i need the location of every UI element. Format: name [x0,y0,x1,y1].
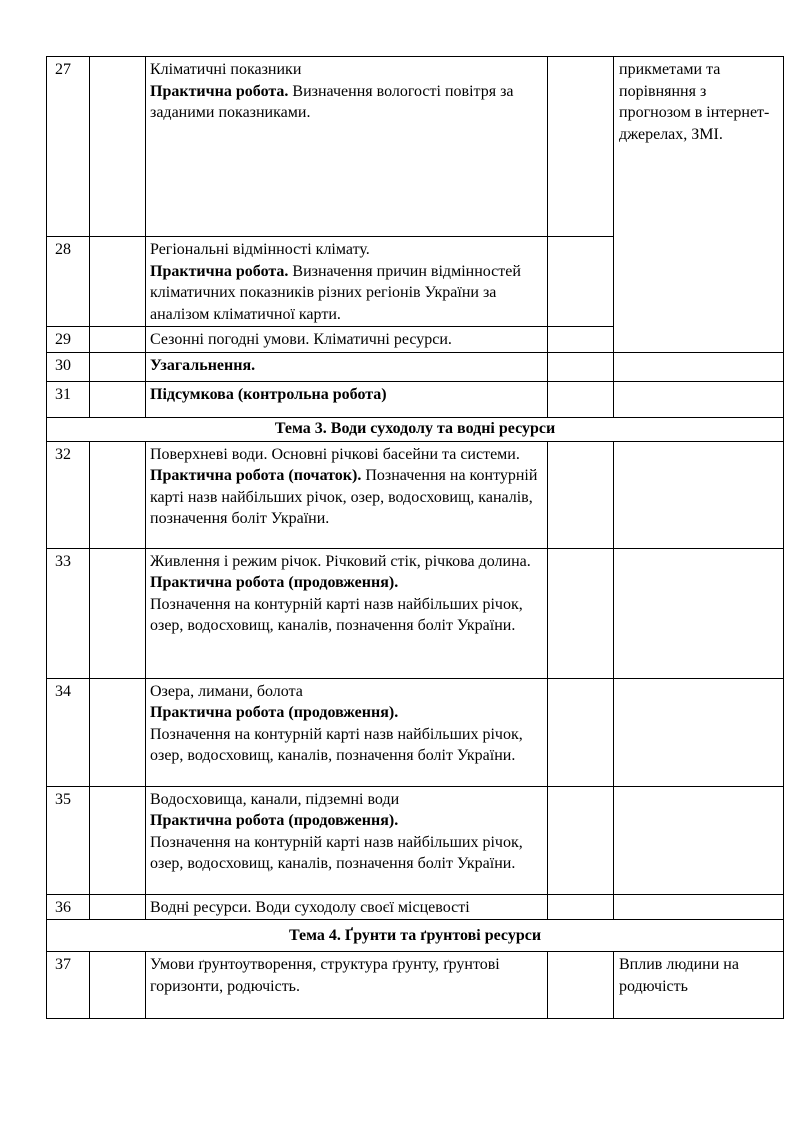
lesson-topic: Поверхневі води. Основні річкові басейни та системи. Практична робота (початок). Позначення на контурній карті назв найбільших річок, озер, водосховищ, каналів, позначення боліт України. [146,441,548,548]
topic-heading: Тема 4. Ґрунти та ґрунтові ресурси [47,920,784,952]
notes-cell [614,548,784,678]
table-row [47,441,784,548]
correction-cell [548,548,614,678]
row-number: 28 [47,237,90,327]
date-cell [90,441,146,548]
row-number: 34 [47,678,90,786]
row-number: 33 [47,548,90,678]
correction-cell [548,441,614,548]
lesson-topic: Підсумкова (контрольна робота) [146,381,548,417]
row-number: 27 [47,57,90,237]
correction-cell [548,678,614,786]
date-cell [90,237,146,327]
lesson-topic: Живлення і режим річок. Річковий стік, річкова долина. Практична робота (продовження). Позначення на контурній карті назв найбільших річок, озер, водосховищ, каналів, позначення боліт України. [146,548,548,678]
topic-row [47,920,784,952]
date-cell [90,381,146,417]
date-cell [90,57,146,237]
notes-cell [614,678,784,786]
notes-cell [614,894,784,920]
lesson-topic: Водосховища, канали, підземні води Практична робота (продовження). Позначення на контурній карті назв найбільших річок, озер, водосховищ, каналів, позначення боліт України. [146,786,548,894]
notes-cell: Вплив людини на родючість [614,952,784,1019]
lesson-topic: Кліматичні показники Практична робота. Визначення вологості повітря за заданими показниками. [146,57,548,237]
date-cell [90,952,146,1019]
table-row [47,678,784,786]
lesson-topic: Умови ґрунтоутворення, структура ґрунту, ґрунтові горизонти, родючість. [146,952,548,1019]
notes-cell [614,381,784,417]
notes-cell [614,441,784,548]
date-cell [90,894,146,920]
correction-cell [548,786,614,894]
correction-cell [548,237,614,327]
table-row [47,894,784,920]
table-row [47,952,784,1019]
correction-cell [548,952,614,1019]
notes-cell [614,352,784,381]
table-row [47,57,784,237]
correction-cell [548,894,614,920]
row-number: 36 [47,894,90,920]
topic-heading: Тема 3. Води суходолу та водні ресурси [47,417,784,441]
curriculum-table [46,56,784,1019]
row-number: 30 [47,352,90,381]
row-number: 35 [47,786,90,894]
correction-cell [548,327,614,353]
date-cell [90,678,146,786]
notes-cell: прикметами та порівняння з прогнозом в інтернет-джерелах, ЗМІ. [614,57,784,353]
row-number: 31 [47,381,90,417]
table-row [47,381,784,417]
date-cell [90,352,146,381]
table-row [47,786,784,894]
lesson-topic: Водні ресурси. Води суходолу своєї місцевості [146,894,548,920]
table-row [47,352,784,381]
table-row [47,548,784,678]
date-cell [90,327,146,353]
lesson-topic: Сезонні погодні умови. Кліматичні ресурси. [146,327,548,353]
row-number: 37 [47,952,90,1019]
lesson-topic: Регіональні відмінності клімату. Практична робота. Визначення причин відмінностей кліматичних показників різних регіонів України за аналізом кліматичної карти. [146,237,548,327]
lesson-topic: Озера, лимани, болота Практична робота (продовження). Позначення на контурній карті назв найбільших річок, озер, водосховищ, каналів, позначення боліт України. [146,678,548,786]
row-number: 32 [47,441,90,548]
correction-cell [548,352,614,381]
topic-row [47,417,784,441]
correction-cell [548,381,614,417]
date-cell [90,786,146,894]
correction-cell [548,57,614,237]
lesson-topic: Узагальнення. [146,352,548,381]
date-cell [90,548,146,678]
notes-cell [614,786,784,894]
row-number: 29 [47,327,90,353]
